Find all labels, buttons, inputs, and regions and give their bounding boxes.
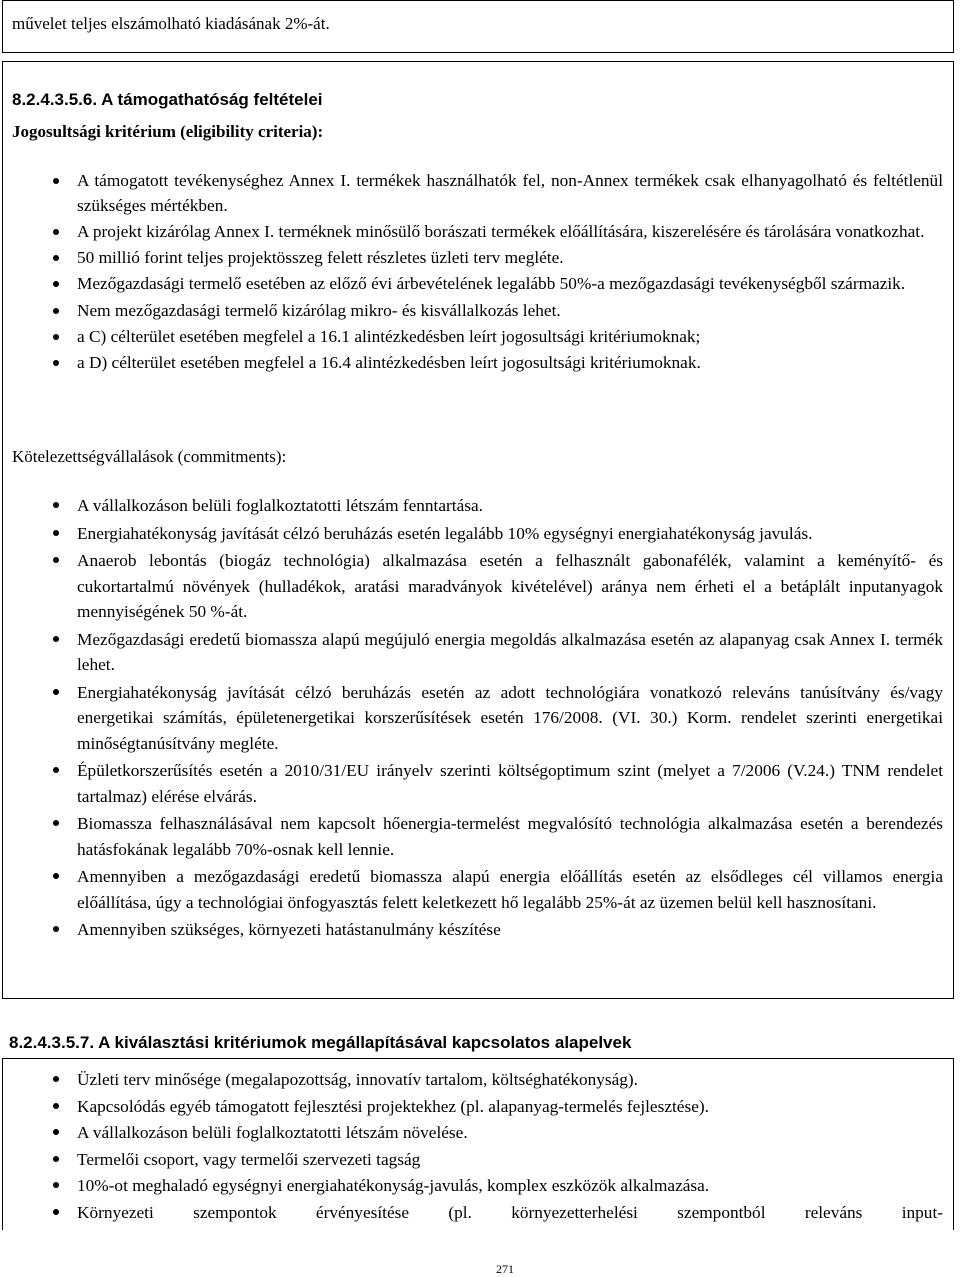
list-item: Termelői csoport, vagy termelői szervezeti tagság — [3, 1147, 953, 1174]
selection-criteria-list — [3, 1067, 953, 1226]
list-item: a D) célterület esetében megfelel a 16.4 alintézkedésben leírt jogosultsági kritériumoknak. — [3, 351, 953, 376]
commitments-list — [3, 493, 953, 945]
list-item: Üzleti terv minősége (megalapozottság, innovatív tartalom, költséghatékonyság). — [3, 1067, 953, 1094]
section-heading-856: 8.2.4.3.5.6. A támogathatóság feltételei — [12, 90, 323, 109]
list-item: Környezeti szempontok érvényesítése (pl. környezetterhelési szempontból releváns input- — [3, 1200, 953, 1227]
list-item: Anaerob lebontás (biogáz technológia) alkalmazása esetén a felhasznált gabonafélék, valamint a keményítő- és cukortartalmú növények (hulladékok, aratási maradványok kivételével) aránya nem érheti el a betáplált inputanyagok mennyiségének 50 %-át. — [3, 548, 953, 625]
eligibility-section-box — [2, 61, 954, 999]
list-item: Épületkorszerűsítés esetén a 2010/31/EU irányelv szerinti költségoptimum szint (melyet a 7/2006 (V.24.) TNM rendelet tartalmaz) elérése elvárás. — [3, 758, 953, 809]
list-item: Amennyiben szükséges, környezeti hatástanulmány készítése — [3, 917, 953, 943]
list-item: Biomassza felhasználásával nem kapcsolt hőenergia-termelést megvalósító technológia alkalmazása esetén a berendezés hatásfokának legalább 70%-osnak kell lennie. — [3, 811, 953, 862]
eligibility-list — [3, 169, 953, 377]
list-item: Amennyiben a mezőgazdasági eredetű biomassza alapú energia előállítás esetén az elsődleges cél villamos energia előállítása, úgy a technológiai önfogyasztás felett keletkezett hő legalább 25%-át az üzemen belül kell hasznosítani. — [3, 864, 953, 915]
list-item: A támogatott tevékenységhez Annex I. termékek használhatók fel, non-Annex termékek csak elhanyagolható és feltétlenül szükséges mértékben. — [3, 169, 953, 218]
list-item: Energiahatékonyság javítását célzó beruházás esetén legalább 10% egységnyi energiahatékonyság javulás. — [3, 521, 953, 547]
list-item: Mezőgazdasági eredetű biomassza alapú megújuló energia megoldás alkalmazása esetén az alapanyag csak Annex I. termék lehet. — [3, 627, 953, 678]
list-item: A vállalkozáson belüli foglalkoztatotti létszám növelése. — [3, 1120, 953, 1147]
commitments-heading: Kötelezettségvállalások (commitments): — [12, 447, 287, 466]
list-item: Nem mezőgazdasági termelő kizárólag mikro- és kisvállalkozás lehet. — [3, 299, 953, 324]
selection-criteria-box — [2, 1058, 954, 1230]
list-item: 10%-ot meghaladó egységnyi energiahatékonyság-javulás, komplex eszközök alkalmazása. — [3, 1173, 953, 1200]
list-item: Kapcsolódás egyéb támogatott fejlesztési projektekhez (pl. alapanyag-termelés fejlesztése). — [3, 1094, 953, 1121]
list-item: Mezőgazdasági termelő esetében az előző évi árbevételének legalább 50%-a mezőgazdasági tevékenységből származik. — [3, 272, 953, 297]
eligibility-heading: Jogosultsági kritérium (eligibility criteria): — [12, 122, 324, 141]
list-item: 50 millió forint teljes projektösszeg felett részletes üzleti terv megléte. — [3, 246, 953, 271]
page-number: 271 — [496, 1262, 514, 1276]
list-item: a C) célterület esetében megfelel a 16.1 alintézkedésben leírt jogosultsági kritériumoknak; — [3, 325, 953, 350]
section-heading-857: 8.2.4.3.5.7. A kiválasztási kritériumok megállapításával kapcsolatos alapelvek — [9, 1033, 632, 1052]
list-item: Energiahatékonyság javítását célzó beruházás esetén az adott technológiára vonatkozó releváns tanúsítvány és/vagy energetikai számítás, épületenergetikai korszerűsítések esetén 176/2008. (VI. 30.) Korm. rendelet szerinti energetikai minőségtanúsítvány megléte. — [3, 680, 953, 757]
continuation-box — [2, 0, 954, 53]
list-item: A vállalkozáson belüli foglalkoztatotti létszám fenntartása. — [3, 493, 953, 519]
list-item: A projekt kizárólag Annex I. terméknek minősülő borászati termékek előállítására, kiszerelésére és tárolására vonatkozhat. — [3, 220, 953, 245]
continuation-text: művelet teljes elszámolható kiadásának 2%-át. — [12, 14, 330, 33]
